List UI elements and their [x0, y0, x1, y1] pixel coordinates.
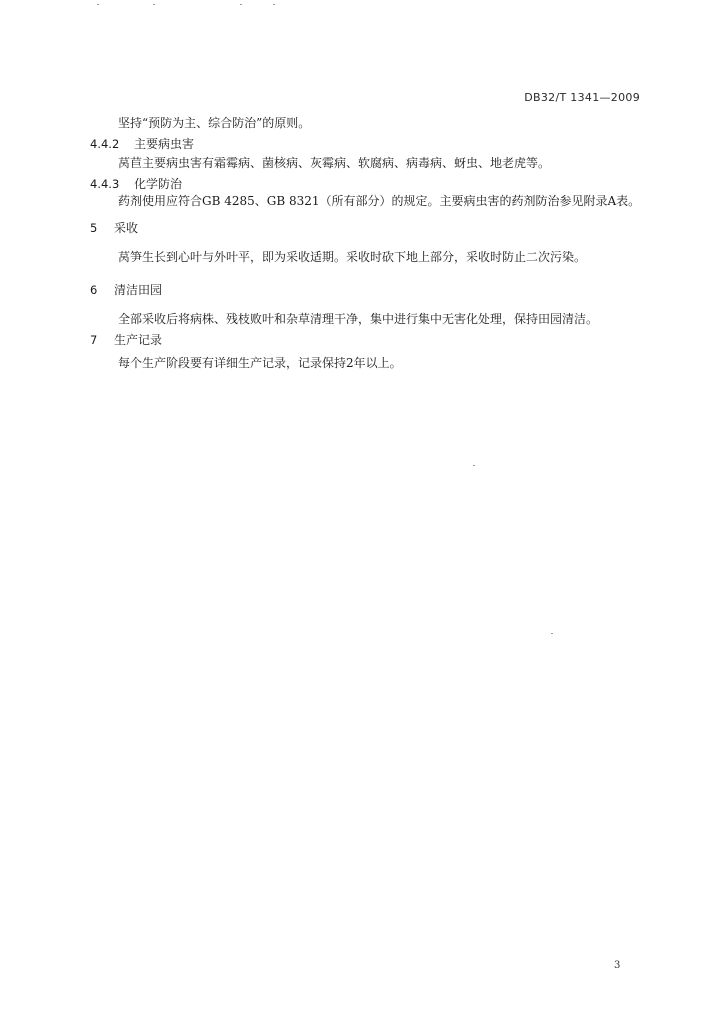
- scan-speck: [240, 4, 242, 5]
- scan-speck: [97, 4, 99, 5]
- scan-speck: [153, 4, 155, 5]
- page-number: 3: [614, 960, 621, 971]
- section-title: 生产记录: [114, 333, 163, 347]
- section-title: 清洁田园: [114, 283, 163, 297]
- section-number: 5: [90, 221, 98, 235]
- section-number: 7: [90, 333, 98, 347]
- section-number: 6: [90, 283, 98, 297]
- production-record-paragraph: 每个生产阶段要有详细生产记录，记录保持2年以上。: [118, 356, 402, 370]
- scan-speck: [273, 4, 275, 5]
- pests-paragraph: 莴苣主要病虫害有霜霉病、菌核病、灰霉病、软腐病、病毒病、蚜虫、地老虎等。: [118, 156, 551, 170]
- section-title: 主要病虫害: [134, 137, 195, 151]
- section-number: 4.4.2: [90, 137, 120, 151]
- section-4-4-2-heading: [90, 136, 194, 152]
- section-4-4-3-heading: [90, 176, 182, 192]
- principle-paragraph: 坚持“预防为主、综合防治”的原则。: [118, 116, 311, 130]
- clean-field-paragraph: 全部采收后将病株、残枝败叶和杂草清理干净，集中进行集中无害化处理，保持田园清洁。: [118, 312, 599, 326]
- section-7-heading: [90, 332, 162, 348]
- document-code: DB32/T 1341—2009: [524, 91, 640, 104]
- section-5-heading: [90, 220, 138, 236]
- scan-speck: [551, 633, 553, 634]
- chemical-control-paragraph: 药剂使用应符合GB 4285、GB 8321（所有部分）的规定。主要病虫害的药剂防治参见附录A表。: [118, 194, 641, 208]
- section-6-heading: [90, 282, 162, 298]
- section-title: 采收: [114, 221, 139, 235]
- section-number: 4.4.3: [90, 177, 120, 191]
- harvest-paragraph: 莴笋生长到心叶与外叶平，即为采收适期。采收时砍下地上部分，采收时防止二次污染。: [118, 250, 587, 264]
- section-title: 化学防治: [134, 177, 183, 191]
- scan-speck: [473, 465, 475, 466]
